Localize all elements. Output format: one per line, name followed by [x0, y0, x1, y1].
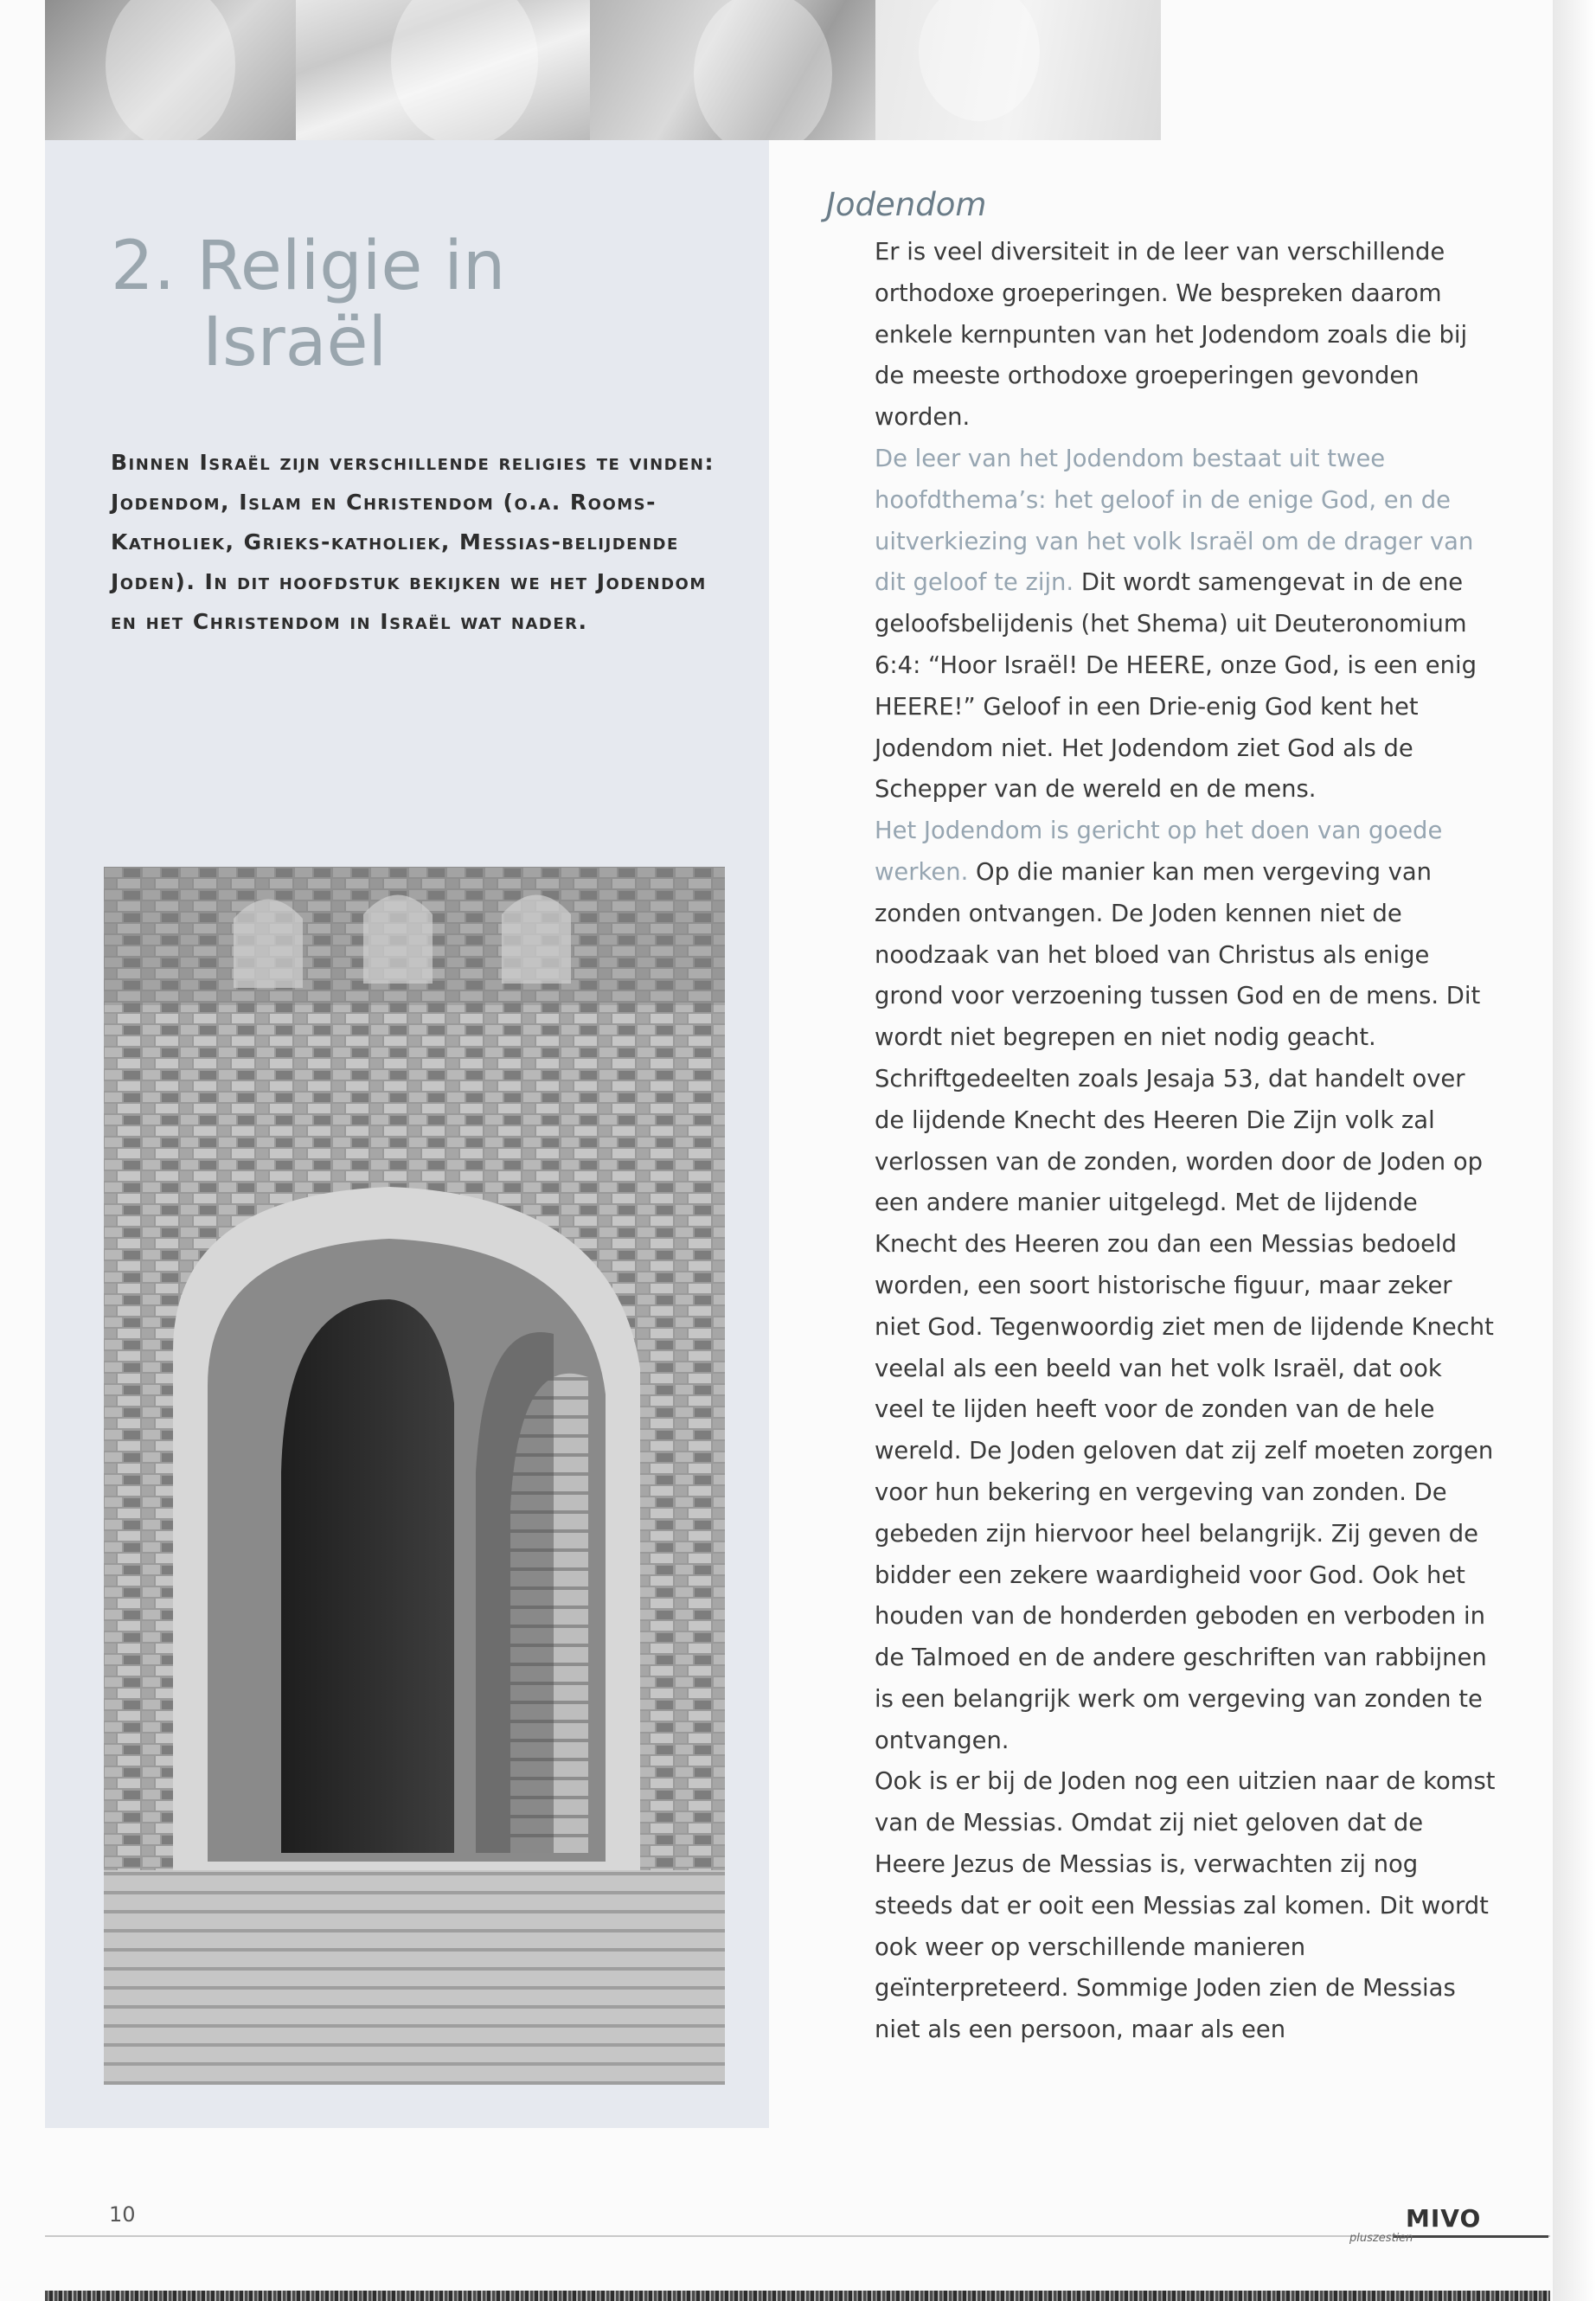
- paragraph-text: Op die manier kan men vergeving van zonden ontvangen. De Joden kennen niet de noodzaak van het bloed van Christus als enige grond voor verzoening tussen God en de mens. Dit wordt niet begrepen en niet nodig geacht. Schriftgedeelten zoals Jesaja 53, dat handelt over de lijdende Knecht des Heeren Die Zijn volk zal verlossen van de zonden, worden door de Joden op een andere manier uitgelegd. Met de lijdende Knecht des Heeren zou dan een Messias bedoeld worden, een soort historische figuur, maar zeker niet God. Tegenwoordig ziet men de lijdende Knecht veelal als een beeld van het volk Israël, dat ook veel te lijden heeft voor de zonden van de hele wereld. De Joden geloven dat zij zelf moeten zorgen voor hun bekering en vergeving van zonden. De gebeden zijn hiervoor heel belangrijk. Zij geven de bidder een zekere waardigheid voor God. Ook het houden van de honderden geboden en verboden in de Talmoed en de andere geschriften van rabbijnen is een belangrijk werk om vergeving van zonden te ontvangen.: [875, 858, 1494, 1754]
- chapter-intro: Binnen Israël zijn verschillende religies te vinden: Jodendom, Islam en Christendom (o.a. Rooms-Katholiek, Grieks-katholiek, Messias-belijdende Joden). In dit hoofdstuk bekijken we het Jodendom en het Christendom in Israël wat nader.: [111, 450, 715, 634]
- paragraph: [875, 811, 1497, 1761]
- brand-subtitle: pluszestien: [1349, 2232, 1413, 2245]
- chapter-intro-panel: [45, 140, 769, 2128]
- stone-archway-photo: [104, 867, 725, 2085]
- section-title: Jodendom: [826, 186, 987, 223]
- paragraph-text: Dit wordt samengevat in de ene geloofsbelijdenis (het Shema) uit Deuteronomium 6:4: “Hoor Israël! De HEERE, onze God, is een enig HEERE!” Geloof in een Drie-enig God kent het Jodendom niet. Het Jodendom ziet God als de Schepper van de wereld en de mens.: [875, 569, 1477, 804]
- paragraph: [875, 439, 1497, 811]
- page-gutter-shadow: [1553, 0, 1596, 2301]
- chapter-number: 2.: [111, 228, 176, 305]
- page-number: 10: [109, 2202, 136, 2227]
- portrait-photo: [45, 0, 296, 140]
- portrait-photo: [296, 0, 590, 140]
- footer-brand-rule: [1393, 2235, 1548, 2238]
- scan-edge-band: [45, 2291, 1550, 2301]
- highlighted-text: De leer van het Jodendom bestaat uit twee hoofdthema’s: het geloof in de enige God, en de uitverkiezing van het volk Israël om de drager van dit geloof te zijn.: [875, 445, 1474, 597]
- chapter-title-line2: Israël: [202, 304, 388, 381]
- chapter-title: [111, 228, 716, 381]
- footer-divider: [45, 2235, 1550, 2237]
- portrait-photo: [590, 0, 875, 140]
- paragraph: Ook is er bij de Joden nog een uitzien naar de komst van de Messias. Omdat zij niet geloven dat de Heere Jezus de Messias is, verwachten zij nog steeds dat er ooit een Messias zal komen. Dit wordt ook weer op verschillende manieren geïnterpreteerd. Sommige Joden zien de Messias niet als een persoon, maar als een: [875, 1768, 1496, 2044]
- chapter-title-line1: Religie in: [196, 228, 506, 305]
- header-photo-strip: [45, 0, 1161, 140]
- article-body: [875, 232, 1497, 2051]
- portrait-photo: [875, 0, 1161, 140]
- paragraph: Er is veel diversiteit in de leer van verschillende orthodoxe groeperingen. We bespreken daarom enkele kernpunten van het Jodendom zoals die bij de meeste orthodoxe groeperingen gevonden worden.: [875, 239, 1468, 432]
- brand-logo: MIVO: [1406, 2204, 1482, 2233]
- highlighted-text: Het Jodendom is gericht op het doen van goede werken.: [875, 817, 1443, 886]
